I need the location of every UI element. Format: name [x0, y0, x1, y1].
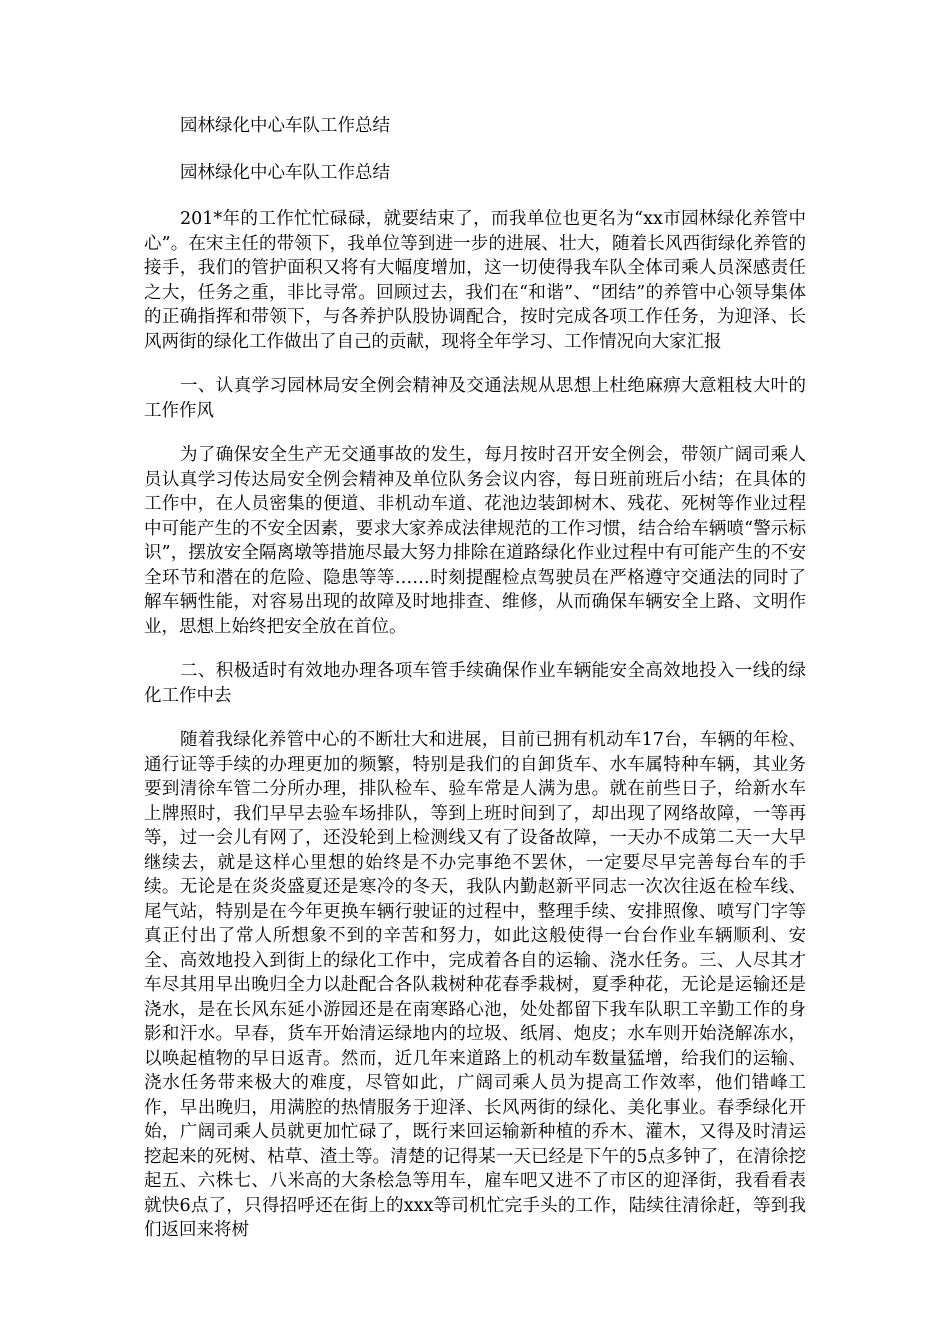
section-heading-1: 一、认真学习园林局安全例会精神及交通法规从思想上杜绝麻痹大意粗枝大叶的工作作风 — [144, 376, 806, 421]
document-title: 园林绿化中心车队工作总结 — [180, 116, 390, 136]
intro-paragraph: 201*年的工作忙忙碌碌，就要结束了，而我单位也更名为“xx市园林绿化养管中心”。在宋主任的带领下，我单位等到进一步的进展、壮大，随着长风西街绿化养管的接手，我们的管护面积又将有大幅度增加，这一切使得我车队全体司乘人员深感责任之大，任务之重，非比寻常。回顾过去，我们在“和谐”、“团结”的养管中心领导集体的正确指挥和带领下，与各养护队股协调配合，按时完成各项工作任务，为迎泽、长风两街的绿化工作做出了自己的贡献，现将全年学习、工作情况向大家汇报 — [144, 209, 806, 352]
section-paragraph-2: 随着我绿化养管中心的不断壮大和进展，目前已拥有机动车17台，车辆的年检、通行证等手续的办理更加的频繁，特别是我们的自卸货车、水车属特种车辆，其业务要到清徐车管二分所办理，排队检车、验车常是人满为患。就在前些日子，给新水车上牌照时，我们早早去验车场排队，等到上班时间到了，却出现了网络故障，一等再等，过一会儿有网了，还没轮到上检测线又有了设备故障，一天办不成第二天一大早继续去，就是这样心里想的始终是不办完事绝不罢休，一定要尽早完善每台车的手续。无论是在炎炎盛夏还是寒冷的冬天，我队内勤赵新平同志一次次往返在检车线、尾气站，特别是在今年更换车辆行驶证的过程中，整理手续、安排照像、喷写门字等真正付出了常人所想象不到的辛苦和努力，如此这般使得一台台作业车辆顺利、安全、高效地投入到街上的绿化工作中，完成着各自的运输、浇水任务。三、人尽其才车尽其用早出晚归全力以赴配合各队栽树种花春季栽树，夏季种花，无论是运输还是浇水，是在长风东延小游园还是在南寒路心池，处处都留下我车队职工辛勤工作的身影和汗水。早春，货车开始清运绿地内的垃圾、纸屑、炮皮；水车则开始浇解冻水，以唤起植物的早日返青。然而，近几年来道路上的机动车数量猛增，给我们的运输、浇水任务带来极大的难度，尽管如此，广阔司乘人员为提高工作效率，他们错峰工作，早出晚归，用满腔的热情服务于迎泽、长风两街的绿化、美化事业。春季绿化开始，广阔司乘人员就更加忙碌了，既行来回运输新种植的乔木、灌木，又得及时清运挖起来的死树、枯草、渣土等。清楚的记得某一天已经是下午的5点多钟了，在清徐挖起五、六株七、八米高的大条桧急等用车，雇车吧又进不了市区的迎泽街，我看看表就快6点了，只得招呼还在街上的xxx等司机忙完手头的工作，陆续往清徐赶，等到我们返回来将树 — [144, 730, 806, 1240]
document-subtitle: 园林绿化中心车队工作总结 — [180, 162, 390, 183]
document-body — [144, 114, 806, 1263]
section-paragraph-1: 为了确保安全生产无交通事故的发生，每月按时召开安全例会，带领广阔司乘人员认真学习传达局安全例会精神及单位队务会议内容，每日班前班后小结；在具体的工作中，在人员密集的便道、非机动车道、花池边装卸树木、残花、死树等作业过程中可能产生的不安全因素，要求大家养成法律规范的工作习惯，结合给车辆喷“警示标识”，摆放安全隔离墩等措施尽最大努力排除在道路绿化作业过程中有可能产生的不安全环节和潜在的危险、隐患等等……时刻提醒检点驾驶员在严格遵守交通法的同时了解车辆性能，对容易出现的故障及时地排查、维修，从而确保车辆安全上路、文明作业，思想上始终把安全放在首位。 — [144, 445, 806, 637]
section-heading-2: 二、积极适时有效地办理各项车管手续确保作业车辆能安全高效地投入一线的绿化工作中去 — [144, 661, 806, 706]
